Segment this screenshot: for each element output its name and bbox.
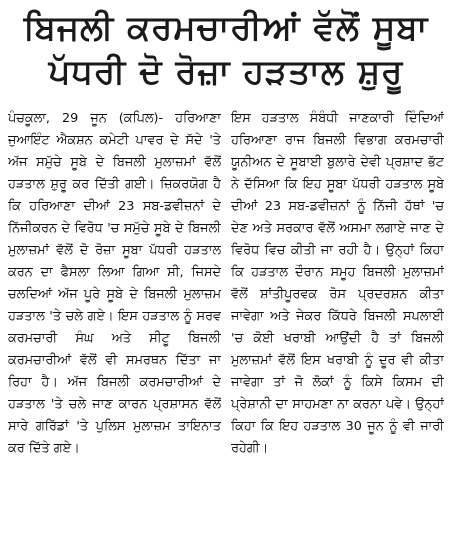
headline [8, 6, 444, 94]
article-column-left: ਪੰਚਕੂਲਾ, 29 ਜੂਨ (ਕਪਿਲ)- ਹਰਿਆਣਾ ਜੁਆਇੰਟ ਐਕਸ਼ਨ ਕਮੇਟੀ ਪਾਵਰ ਦੇ ਸੱਦੇ 'ਤੇ ਅੱਜ ਸਮੁੱਚੇ ਸੂਬੇ ਦੇ ਬਿਜਲੀ ਮੁਲਾਜ਼ਮਾਂ ਵੱਲੋਂ ਹੜਤਾਲ ਸ਼ੁਰੂ ਕਰ ਦਿੱਤੀ ਗਈ। ਜ਼ਿਕਰਯੋਗ ਹੈ ਕਿ ਹਰਿਆਣਾ ਦੀਆਂ 23 ਸਬ-ਡਵੀਜ਼ਨਾਂ ਦੇ ਨਿੱਜੀਕਰਨ ਦੇ ਵਿਰੋਧ 'ਚ ਸਮੁੱਚੇ ਸੂਬੇ ਦੇ ਬਿਜਲੀ ਮੁਲਾਜ਼ਮਾਂ ਵੱਲੋਂ ਦੋ ਰੋਜ਼ਾ ਸੂਬਾ ਪੱਧਰੀ ਹੜਤਾਲ ਕਰਨ ਦਾ ਫੈਸਲਾ ਲਿਆ ਗਿਆ ਸੀ, ਜਿਸਦੇ ਚਲਦਿਆਂ ਅੱਜ ਪੂਰੇ ਸੂਬੇ ਦੇ ਬਿਜਲੀ ਮੁਲਾਜ਼ਮ ਹੜਤਾਲ 'ਤੇ ਚਲੇ ਗਏ। ਇਸ ਹੜਤਾਲ ਨੂੰ ਸਰਵ ਕਰਮਚਾਰੀ ਸੰਘ ਅਤੇ ਸੀਟੂ ਬਿਜਲੀ ਕਰਮਚਾਰੀਆਂ ਵੱਲੋਂ ਵੀ ਸਮਰਥਨ ਦਿੱਤਾ ਜਾ ਰਿਹਾ ਹੈ। ਅੱਜ ਬਿਜਲੀ ਕਰਮਚਾਰੀਆਂ ਦੇ ਹੜਤਾਲ 'ਤੇ ਚਲੇ ਜਾਣ ਕਾਰਨ ਪ੍ਰਸ਼ਾਸਨ ਵੱਲੋਂ ਸਾਰੇ ਗਰਿੱਡਾਂ 'ਤੇ ਪੁਲਿਸ ਮੁਲਾਜ਼ਮ ਤਾਇਨਾਤ ਕਰ ਦਿੱਤੇ ਗਏ। [8, 111, 221, 456]
article-body [8, 108, 444, 460]
headline-line-2: ਪੱਧਰੀ ਦੋ ਰੋਜ਼ਾ ਹੜਤਾਲ ਸ਼ੁਰੂ [48, 52, 404, 92]
article-column-right: ਇਸ ਹੜਤਾਲ ਸੰਬੰਧੀ ਜਾਣਕਾਰੀ ਦਿੰਦਿਆਂ ਹਰਿਆਣਾ ਰਾਜ ਬਿਜਲੀ ਵਿਭਾਗ ਕਰਮਚਾਰੀ ਯੂਨੀਅਨ ਦੇ ਸੂਬਾਈ ਬੁਲਾਰੇ ਦੇਵੀ ਪ੍ਰਸ਼ਾਦ ਭੱਟ ਨੇ ਦੱਸਿਆ ਕਿ ਇਹ ਸੂਬਾ ਪੱਧਰੀ ਹੜਤਾਲ ਸੂਬੇ ਦੀਆਂ 23 ਸਬ-ਡਵੀਜ਼ਨਾਂ ਨੂੰ ਨਿੱਜੀ ਹੱਥਾਂ 'ਚ ਦੇਣ ਅਤੇ ਸਰਕਾਰ ਵੱਲੋਂ ਅਸਮਾ ਲਗਾਏ ਜਾਣ ਦੇ ਵਿਰੋਧ ਵਿਚ ਕੀਤੀ ਜਾ ਰਹੀ ਹੈ। ਉਨ੍ਹਾਂ ਕਿਹਾ ਕਿ ਹੜਤਾਲ ਦੌਰਾਨ ਸਮੂਹ ਬਿਜਲੀ ਮੁਲਾਜ਼ਮਾਂ ਵੱਲੋਂ ਸ਼ਾਂਤੀਪੂਰਵਕ ਰੋਸ ਪ੍ਰਦਰਸ਼ਨ ਕੀਤਾ ਜਾਵੇਗਾ ਅਤੇ ਜੇਕਰ ਕਿੱਧਰੇ ਬਿਜਲੀ ਸਪਲਾਈ 'ਚ ਕੋਈ ਖਰਾਬੀ ਆਉਂਦੀ ਹੈ ਤਾਂ ਬਿਜਲੀ ਮੁਲਾਜ਼ਮਾਂ ਵੱਲੋਂ ਇਸ ਖਰਾਬੀ ਨੂੰ ਦੂਰ ਵੀ ਕੀਤਾ ਜਾਵੇਗਾ ਤਾਂ ਜੋ ਲੋਕਾਂ ਨੂੰ ਕਿਸੇ ਕਿਸਮ ਦੀ ਪ੍ਰੇਸ਼ਾਨੀ ਦਾ ਸਾਹਮਣਾ ਨਾ ਕਰਨਾ ਪਵੇ। ਉਨ੍ਹਾਂ ਕਿਹਾ ਕਿ ਇਹ ਹੜਤਾਲ 30 ਜੂਨ ਨੂੰ ਵੀ ਜਾਰੀ ਰਹੇਗੀ। [231, 111, 444, 456]
headline-line-1: ਬਿਜਲੀ ਕਰਮਚਾਰੀਆਂ ਵੱਲੋਂ ਸੂਬਾ [23, 8, 429, 48]
